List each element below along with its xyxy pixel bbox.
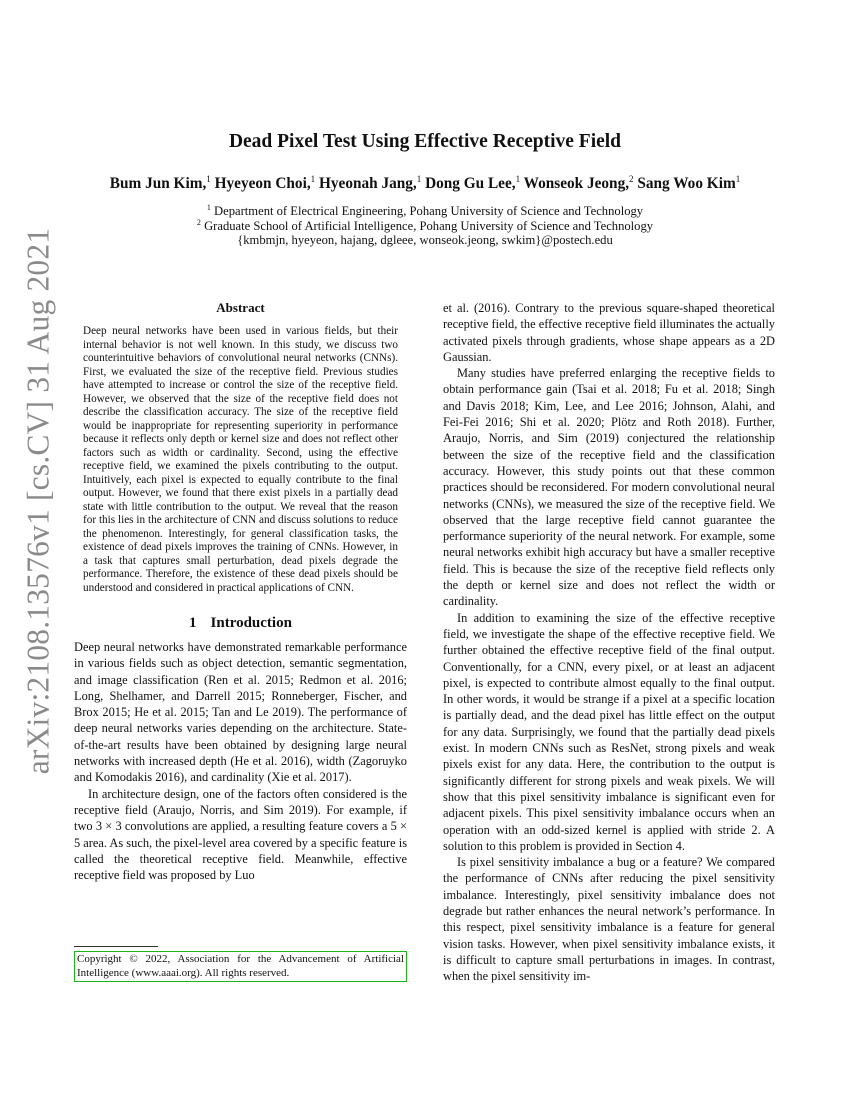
abstract-text: Deep neural networks have been used in various fields, but their internal behavior is not well known. In this study, we discuss two counterintuitive behaviors of convolutional neural networks (CNNs). First, we evaluated the size of the receptive field. Previous studies have attempted to increase or control the size of the receptive field. However, we observed that the size of the receptive field does not describe the classification accuracy. The size of the receptive field would be inappropriate for representing superiority in performance because it reflects only depth or kernel size and does not reflect other factors such as width or cardinality. Second, using the effective receptive field, we examined the pixels contributing to the output. Intuitively, each pixel is expected to equally contribute to the final output. However, we found that there exist pixels in a partially dead state with little contribution to the output. We reveal that the reason for this lies in the architecture of CNN and discuss solutions to reduce the phenomenon. Interestingly, for general classification tasks, the existence of dead pixels improves the training of CNNs. However, in a task that captures small perturbation, dead pixels degrade the performance. Therefore, the existence of these dead pixels should be understood and considered in practical applications of CNN.	[83, 325, 398, 594]
paragraph: In architecture design, one of the factors often considered is the receptive field (Araujo, Norris, and Sim 2019). For example, if two 3 × 3 convolutions are applied, a resulting feature covers a 5 × 5 area. As such, the pixel-level area covered by a specific feature is called the theoretical receptive field. Meanwhile, effective receptive field was proposed by Luo	[74, 786, 408, 883]
section-heading-introduction	[74, 615, 407, 632]
arxiv-identifier-stamp	[20, 227, 55, 775]
affiliation-mark: 1	[206, 203, 211, 212]
author-affiliation-mark: 1	[416, 174, 422, 184]
author-affiliation-mark: 1	[735, 174, 741, 184]
affiliation-text: Department of Electrical Engineering, Pohang University of Science and Technology	[214, 204, 644, 219]
affiliation-text: Graduate School of Artificial Intelligence, Pohang University of Science and Technology	[204, 219, 654, 234]
paragraph: Deep neural networks have demonstrated remarkable performance in various fields such as object detection, semantic segmentation, and image classification (Ren et al. 2015; Redmon et al. 2016; Long, Shelhamer, and Darrell 2015; Ronneberger, Fischer, and Brox 2015; He et al. 2015; Tan and Le 2019). The performance of deep neural networks varies depending on the architecture. State-of-the-art results have been obtained by designing large neural networks with increased depth (He et al. 2016), width (Zagoruyko and Komodakis 2016), and cardinality (Xie et al. 2017).	[74, 640, 407, 785]
author-name: Dong Gu Lee,	[425, 175, 516, 193]
paper-title: Dead Pixel Test Using Effective Receptive Field	[228, 131, 622, 152]
affiliation-1	[0, 203, 850, 219]
footnote-rule	[74, 946, 158, 947]
paragraph: et al. (2016). Contrary to the previous square-shaped theoretical receptive field, the effective receptive field illuminates the actually activated pixels through gradients, whose shape appears as a 2D Gaussian.	[443, 301, 775, 364]
affiliation-mark: 2	[196, 218, 201, 227]
left-column	[74, 300, 407, 883]
right-column	[443, 300, 775, 984]
author-affiliation-mark: 1	[206, 174, 211, 184]
paragraph: In addition to examining the size of the effective receptive field, we investigate the shape of the effective receptive field. We further obtained the effective receptive field of the final output. Conventionally, for a CNN, every pixel, or at least an adjacent pixel, is expected to contribute almost equally to the final output. In other words, it would be strange if a pixel at a specific location is partially dead, and the dead pixel has little effect on the output for any data. Surprisingly, we found that the partially dead pixels exist. In modern CNNs such as ResNet, strong pixels and weak pixels exist for any data. Here, the contribution to the output is significantly different for strong pixels and weak pixels. We will show that this pixel sensitivity imbalance is significant even for adjacent pixels. This pixel sensitivity imbalance occurs when an operation with an odd-sized kernel is applied with stride 2. A solution to this problem is provided in Section 4.	[443, 610, 775, 853]
copyright-footnote	[74, 949, 407, 982]
paragraph: Is pixel sensitivity imbalance a bug or a feature? We compared the performance of CNNs after reducing the pixel sensitivity imbalance. Interestingly, pixel sensitivity imbalance does not degrade but rather enhances the neural network’s performance. In this respect, pixel sensitivity imbalance is a feature for general vision tasks. However, when pixel sensitivity imbalance exists, it is difficult to capture small perturbations in images. In contrast, when the pixel sensitivity im-	[443, 855, 775, 984]
author-name: Wonseok Jeong,	[523, 175, 630, 193]
paragraph: Many studies have preferred enlarging the receptive fields to obtain performance gain (Tsai et al. 2018; Fu et al. 2018; Singh and Davis 2018; Kim, Lee, and Lee 2016; Johnson, Alahi, and Fei-Fei 2016; Shi et al. 2020; Plötz and Roth 2018). Further, Araujo, Norris, and Sim (2019) conjectured the relationship between the size of the receptive field and the classification accuracy. However, this study points out that these common practices should be reconsidered. For modern convolutional neural networks (CNNs), we measured the size of the receptive field. We observed that the large receptive field cannot guarantee the performance superiority of the neural network. For example, some neural networks exhibit high accuracy but have a smaller receptive field. This is because the size of the receptive field reflects only the depth or kernel size and does not reflect the width or cardinality.	[443, 366, 775, 609]
author-name: Hyeonah Jang,	[318, 175, 417, 193]
arxiv-stamp-text: arXiv:2108.13576v1 [cs.CV] 31 Aug 2021	[20, 227, 55, 775]
author-name: Hyeyeon Choi,	[214, 175, 311, 193]
author-name: Bum Jun Kim,	[109, 175, 207, 193]
author-list	[0, 174, 850, 193]
copyright-text[interactable]: Copyright © 2022, Association for the Advancement of Artificial Intelligence (www.aaai.org). All rights reserved.	[74, 951, 407, 982]
section-number: 1	[189, 615, 197, 631]
abstract-heading: Abstract	[216, 300, 265, 315]
section-title: Introduction	[210, 615, 292, 631]
author-name: Sang Woo Kim	[637, 175, 736, 193]
affiliation-2	[0, 218, 850, 234]
author-affiliation-mark: 2	[629, 174, 634, 184]
author-emails: {kmbmjn, hyeyeon, hajang, dgleee, wonseok.jeong, swkim}@postech.edu	[237, 233, 613, 247]
author-affiliation-mark: 1	[515, 174, 521, 184]
author-affiliation-mark: 1	[310, 174, 316, 184]
